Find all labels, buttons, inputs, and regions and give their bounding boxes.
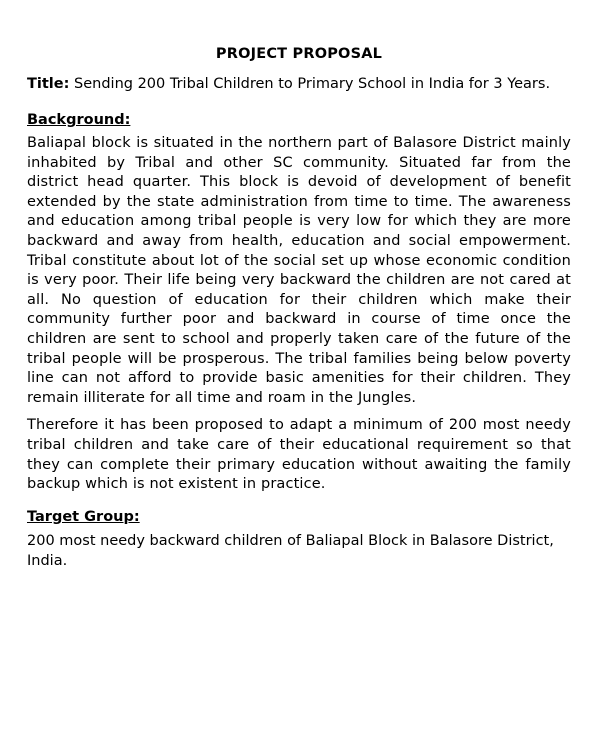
background-paragraph-1: Baliapal block is situated in the northern part of Balasore District mainly inhabited by Tribal and other SC community. Situated far from the district head quarter. This block is devoid of development of benefit extended by the state administration from time to time. The awareness and education among tribal people is very low for which they are more backward and away from health, education and social empowerment. Tribal constitute about lot of the social set up whose economic condition is very poor. Their life being very backward the children are not cared at all. No question of education for their children which make their community further poor and backward in course of time once the children are sent to school and properly taken care of the future of the tribal people will be prosperous. The tribal families being below poverty line can not afford to provide basic amenities for their children. They remain illiterate for all time and roam in the Jungles.	[27, 135, 571, 406]
background-paragraph-2: Therefore it has been proposed to adapt a minimum of 200 most needy tribal children and take care of their educational requirement so that they can complete their primary education without awaiting the family backup which is not existent in practice.	[27, 417, 571, 493]
project-title	[27, 74, 571, 94]
proposal-document	[27, 44, 571, 571]
target-group-text: 200 most needy backward children of Baliapal Block in Balasore District, India.	[27, 532, 554, 569]
document-heading: PROJECT PROPOSAL	[215, 46, 383, 62]
title-label: Title:	[27, 76, 70, 92]
background-heading: Background:	[27, 112, 131, 128]
target-group-heading: Target Group:	[27, 508, 140, 525]
title-text: Sending 200 Tribal Children to Primary School in India for 3 Years.	[69, 76, 551, 92]
